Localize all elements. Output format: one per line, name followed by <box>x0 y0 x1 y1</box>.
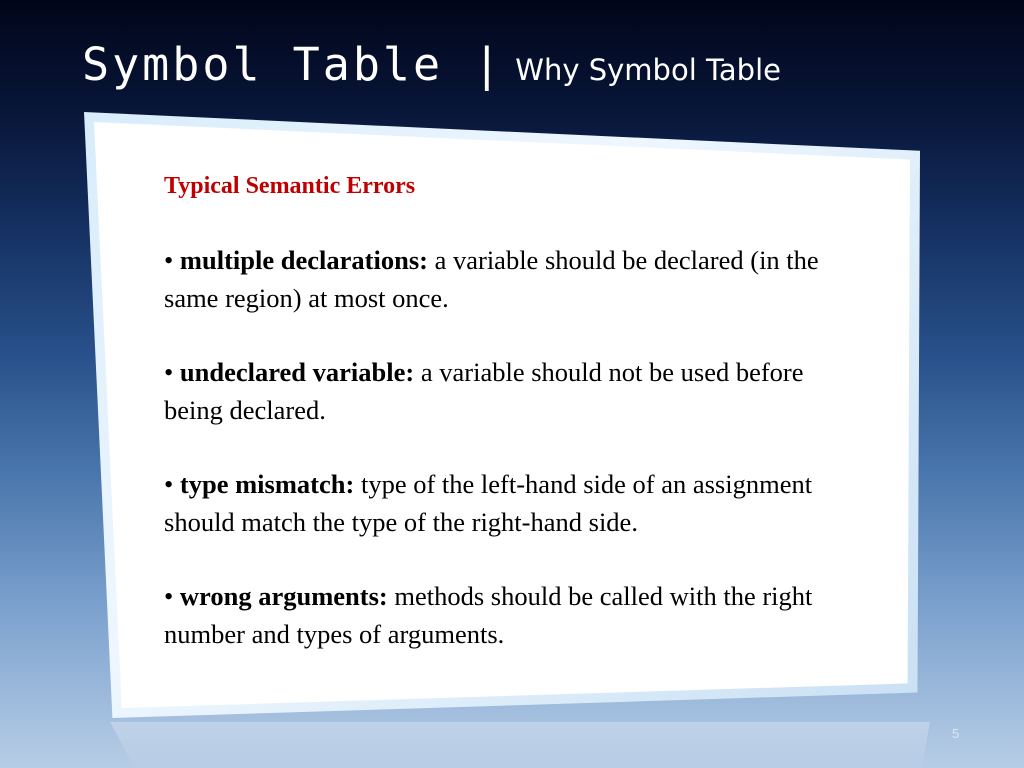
title-subtitle: Why Symbol Table <box>515 53 781 87</box>
slide-content <box>164 170 864 690</box>
bullet-text: a variable should be declared (in the same region) at most once. <box>164 245 819 313</box>
title-main: Symbol Table | <box>82 38 504 91</box>
bullet-text: a variable should not be used before being declared. <box>164 357 804 425</box>
bullet-wrong-arguments <box>164 578 864 653</box>
bullet-marker: • <box>164 581 180 611</box>
bullet-marker: • <box>164 357 180 387</box>
bullet-type-mismatch <box>164 466 864 541</box>
slide-title <box>82 38 781 91</box>
bullet-marker: • <box>164 245 180 275</box>
bullet-text: methods should be called with the right number and types of arguments. <box>164 581 813 649</box>
bullet-text: type of the left-hand side of an assignment should match the type of the right-hand side. <box>164 469 813 537</box>
slide-number: 5 <box>952 726 960 741</box>
bullet-undeclared-variable <box>164 354 864 429</box>
bullet-term: type mismatch: <box>179 469 355 499</box>
bullet-multiple-declarations <box>164 242 864 317</box>
card-reflection <box>110 722 930 768</box>
section-heading: Typical Semantic Errors <box>164 173 416 199</box>
bullet-marker: • <box>164 469 180 499</box>
bullet-term: wrong arguments: <box>179 581 388 611</box>
bullet-term: undeclared variable: <box>179 357 415 387</box>
bullet-term: multiple declarations: <box>179 245 428 275</box>
